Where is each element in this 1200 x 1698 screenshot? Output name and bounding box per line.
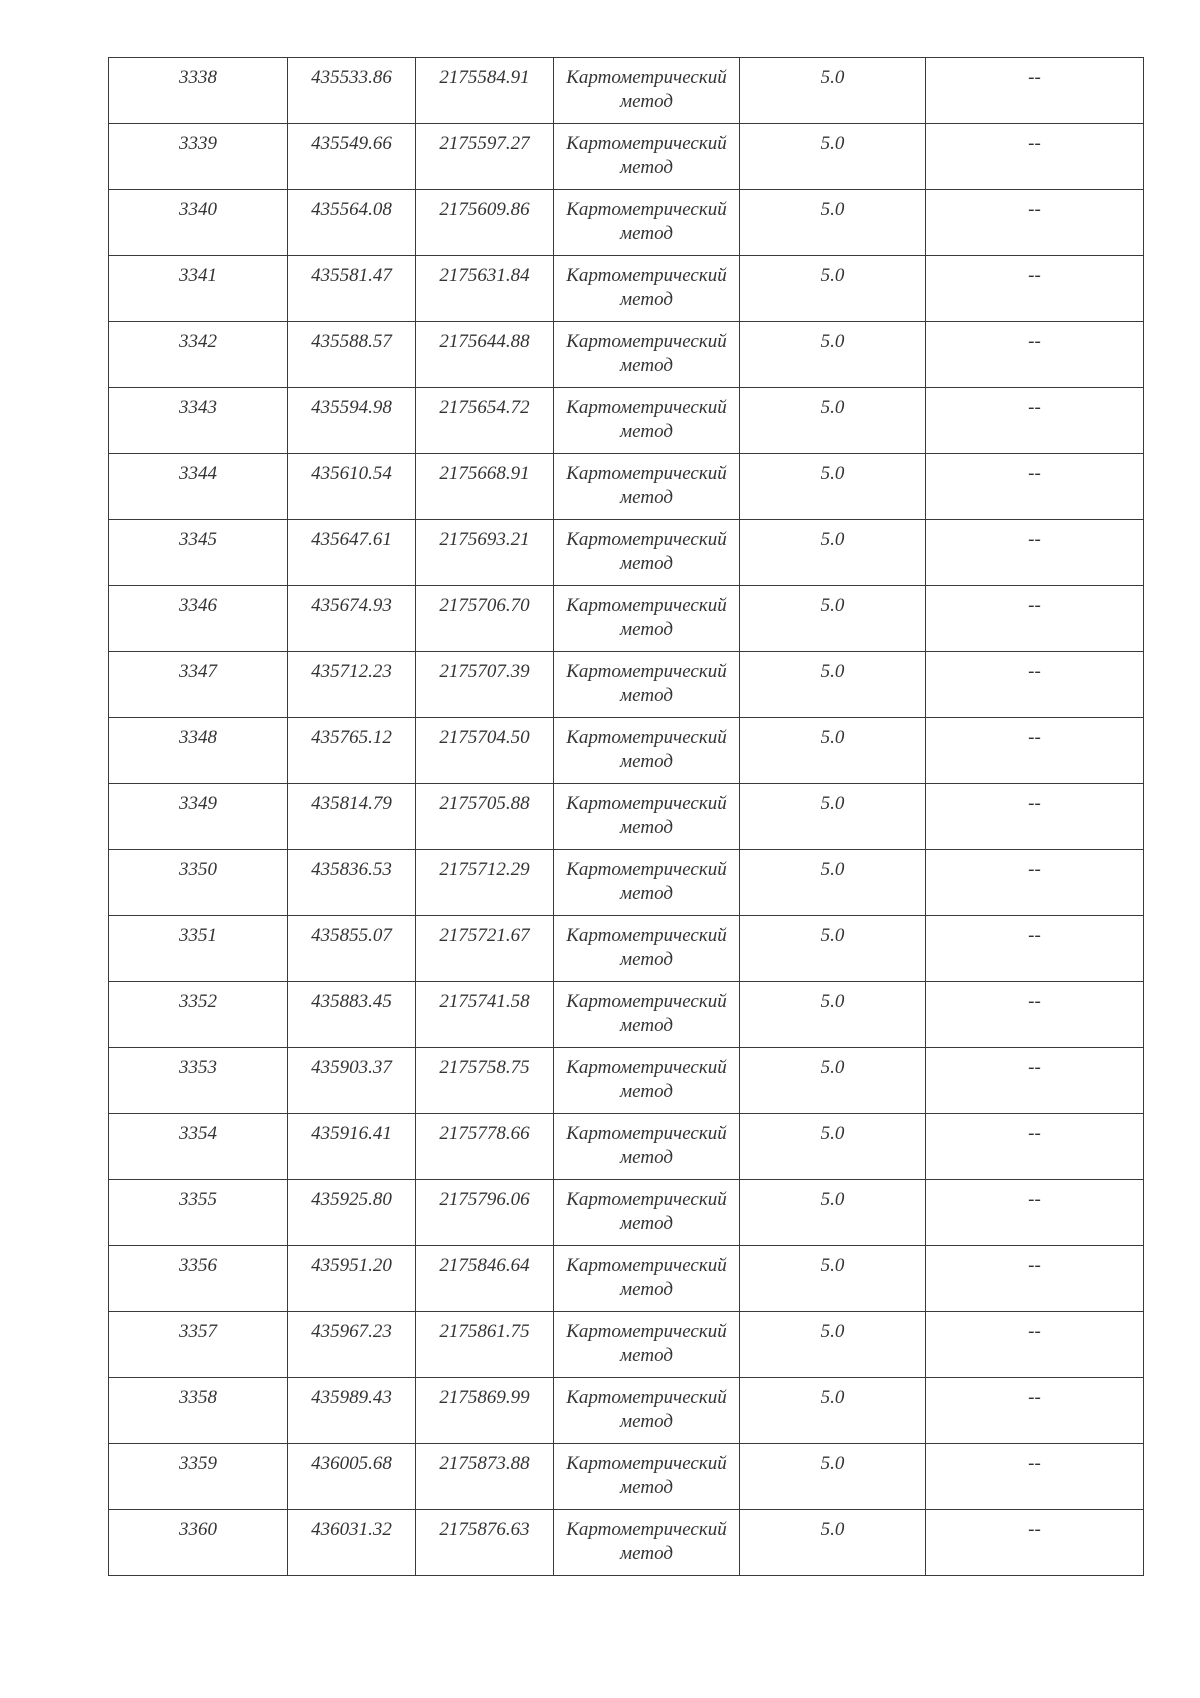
note-cell: -- [926,1312,1144,1378]
point-number-cell: 3359 [109,1444,288,1510]
accuracy-cell: 5.0 [740,1378,926,1444]
method-cell: Картометрический метод [554,1444,740,1510]
note-cell: -- [926,124,1144,190]
method-cell: Картометрический метод [554,190,740,256]
y-coordinate-cell: 2175597.27 [416,124,554,190]
x-coordinate-cell: 435581.47 [288,256,416,322]
point-number-cell: 3339 [109,124,288,190]
note-cell: -- [926,1048,1144,1114]
accuracy-cell: 5.0 [740,388,926,454]
point-number-cell: 3355 [109,1180,288,1246]
note-cell: -- [926,850,1144,916]
method-cell: Картометрический метод [554,784,740,850]
method-cell: Картометрический метод [554,1114,740,1180]
y-coordinate-cell: 2175876.63 [416,1510,554,1576]
method-cell: Картометрический метод [554,1246,740,1312]
point-number-cell: 3344 [109,454,288,520]
note-cell: -- [926,652,1144,718]
point-number-cell: 3342 [109,322,288,388]
note-cell: -- [926,1114,1144,1180]
table-body [109,58,1144,1576]
x-coordinate-cell: 435916.41 [288,1114,416,1180]
table-row [109,190,1144,256]
method-cell: Картометрический метод [554,982,740,1048]
note-cell: -- [926,190,1144,256]
x-coordinate-cell: 435765.12 [288,718,416,784]
point-number-cell: 3346 [109,586,288,652]
table-row [109,850,1144,916]
x-coordinate-cell: 435588.57 [288,322,416,388]
x-coordinate-cell: 435533.86 [288,58,416,124]
accuracy-cell: 5.0 [740,916,926,982]
table-row [109,784,1144,850]
x-coordinate-cell: 436031.32 [288,1510,416,1576]
y-coordinate-cell: 2175693.21 [416,520,554,586]
accuracy-cell: 5.0 [740,586,926,652]
x-coordinate-cell: 435855.07 [288,916,416,982]
note-cell: -- [926,58,1144,124]
point-number-cell: 3350 [109,850,288,916]
y-coordinate-cell: 2175584.91 [416,58,554,124]
point-number-cell: 3347 [109,652,288,718]
x-coordinate-cell: 435836.53 [288,850,416,916]
note-cell: -- [926,982,1144,1048]
note-cell: -- [926,256,1144,322]
point-number-cell: 3351 [109,916,288,982]
accuracy-cell: 5.0 [740,1180,926,1246]
note-cell: -- [926,1510,1144,1576]
accuracy-cell: 5.0 [740,1246,926,1312]
point-number-cell: 3356 [109,1246,288,1312]
x-coordinate-cell: 435594.98 [288,388,416,454]
y-coordinate-cell: 2175712.29 [416,850,554,916]
point-number-cell: 3338 [109,58,288,124]
y-coordinate-cell: 2175668.91 [416,454,554,520]
method-cell: Картометрический метод [554,454,740,520]
x-coordinate-cell: 435712.23 [288,652,416,718]
y-coordinate-cell: 2175861.75 [416,1312,554,1378]
table-row [109,1444,1144,1510]
accuracy-cell: 5.0 [740,520,926,586]
method-cell: Картометрический метод [554,1312,740,1378]
y-coordinate-cell: 2175644.88 [416,322,554,388]
x-coordinate-cell: 435883.45 [288,982,416,1048]
table-row [109,454,1144,520]
method-cell: Картометрический метод [554,850,740,916]
method-cell: Картометрический метод [554,520,740,586]
point-number-cell: 3345 [109,520,288,586]
note-cell: -- [926,322,1144,388]
method-cell: Картометрический метод [554,322,740,388]
x-coordinate-cell: 435967.23 [288,1312,416,1378]
note-cell: -- [926,784,1144,850]
table-row [109,1048,1144,1114]
point-number-cell: 3358 [109,1378,288,1444]
accuracy-cell: 5.0 [740,652,926,718]
note-cell: -- [926,454,1144,520]
table-row [109,58,1144,124]
y-coordinate-cell: 2175707.39 [416,652,554,718]
note-cell: -- [926,1246,1144,1312]
accuracy-cell: 5.0 [740,1048,926,1114]
table-row [109,916,1144,982]
point-number-cell: 3354 [109,1114,288,1180]
method-cell: Картометрический метод [554,1510,740,1576]
note-cell: -- [926,586,1144,652]
accuracy-cell: 5.0 [740,850,926,916]
x-coordinate-cell: 435647.61 [288,520,416,586]
table-row [109,586,1144,652]
table-row [109,1180,1144,1246]
y-coordinate-cell: 2175758.75 [416,1048,554,1114]
note-cell: -- [926,520,1144,586]
note-cell: -- [926,718,1144,784]
accuracy-cell: 5.0 [740,256,926,322]
table-row [109,1246,1144,1312]
point-number-cell: 3340 [109,190,288,256]
point-number-cell: 3343 [109,388,288,454]
table-row [109,322,1144,388]
method-cell: Картометрический метод [554,718,740,784]
table-row [109,1312,1144,1378]
accuracy-cell: 5.0 [740,1444,926,1510]
method-cell: Картометрический метод [554,916,740,982]
note-cell: -- [926,916,1144,982]
accuracy-cell: 5.0 [740,58,926,124]
x-coordinate-cell: 435903.37 [288,1048,416,1114]
y-coordinate-cell: 2175706.70 [416,586,554,652]
table-row [109,124,1144,190]
point-number-cell: 3349 [109,784,288,850]
y-coordinate-cell: 2175721.67 [416,916,554,982]
coordinates-table [108,57,1144,1576]
table-row [109,388,1144,454]
accuracy-cell: 5.0 [740,190,926,256]
method-cell: Картометрический метод [554,256,740,322]
point-number-cell: 3360 [109,1510,288,1576]
y-coordinate-cell: 2175869.99 [416,1378,554,1444]
accuracy-cell: 5.0 [740,322,926,388]
y-coordinate-cell: 2175846.64 [416,1246,554,1312]
accuracy-cell: 5.0 [740,718,926,784]
note-cell: -- [926,388,1144,454]
x-coordinate-cell: 435989.43 [288,1378,416,1444]
y-coordinate-cell: 2175796.06 [416,1180,554,1246]
table-row [109,1114,1144,1180]
point-number-cell: 3352 [109,982,288,1048]
x-coordinate-cell: 436005.68 [288,1444,416,1510]
accuracy-cell: 5.0 [740,1312,926,1378]
method-cell: Картометрический метод [554,1378,740,1444]
y-coordinate-cell: 2175873.88 [416,1444,554,1510]
x-coordinate-cell: 435674.93 [288,586,416,652]
x-coordinate-cell: 435564.08 [288,190,416,256]
y-coordinate-cell: 2175631.84 [416,256,554,322]
accuracy-cell: 5.0 [740,1114,926,1180]
accuracy-cell: 5.0 [740,124,926,190]
table-row [109,1510,1144,1576]
accuracy-cell: 5.0 [740,1510,926,1576]
y-coordinate-cell: 2175704.50 [416,718,554,784]
x-coordinate-cell: 435549.66 [288,124,416,190]
note-cell: -- [926,1378,1144,1444]
method-cell: Картометрический метод [554,124,740,190]
point-number-cell: 3341 [109,256,288,322]
point-number-cell: 3348 [109,718,288,784]
method-cell: Картометрический метод [554,1180,740,1246]
y-coordinate-cell: 2175705.88 [416,784,554,850]
accuracy-cell: 5.0 [740,454,926,520]
y-coordinate-cell: 2175778.66 [416,1114,554,1180]
table-row [109,982,1144,1048]
method-cell: Картометрический метод [554,1048,740,1114]
method-cell: Картометрический метод [554,586,740,652]
point-number-cell: 3357 [109,1312,288,1378]
y-coordinate-cell: 2175609.86 [416,190,554,256]
table-row [109,718,1144,784]
method-cell: Картометрический метод [554,388,740,454]
point-number-cell: 3353 [109,1048,288,1114]
x-coordinate-cell: 435814.79 [288,784,416,850]
x-coordinate-cell: 435925.80 [288,1180,416,1246]
y-coordinate-cell: 2175654.72 [416,388,554,454]
table-row [109,652,1144,718]
method-cell: Картометрический метод [554,652,740,718]
table-row [109,256,1144,322]
table-row [109,1378,1144,1444]
note-cell: -- [926,1180,1144,1246]
x-coordinate-cell: 435610.54 [288,454,416,520]
note-cell: -- [926,1444,1144,1510]
accuracy-cell: 5.0 [740,784,926,850]
y-coordinate-cell: 2175741.58 [416,982,554,1048]
x-coordinate-cell: 435951.20 [288,1246,416,1312]
table-row [109,520,1144,586]
method-cell: Картометрический метод [554,58,740,124]
accuracy-cell: 5.0 [740,982,926,1048]
